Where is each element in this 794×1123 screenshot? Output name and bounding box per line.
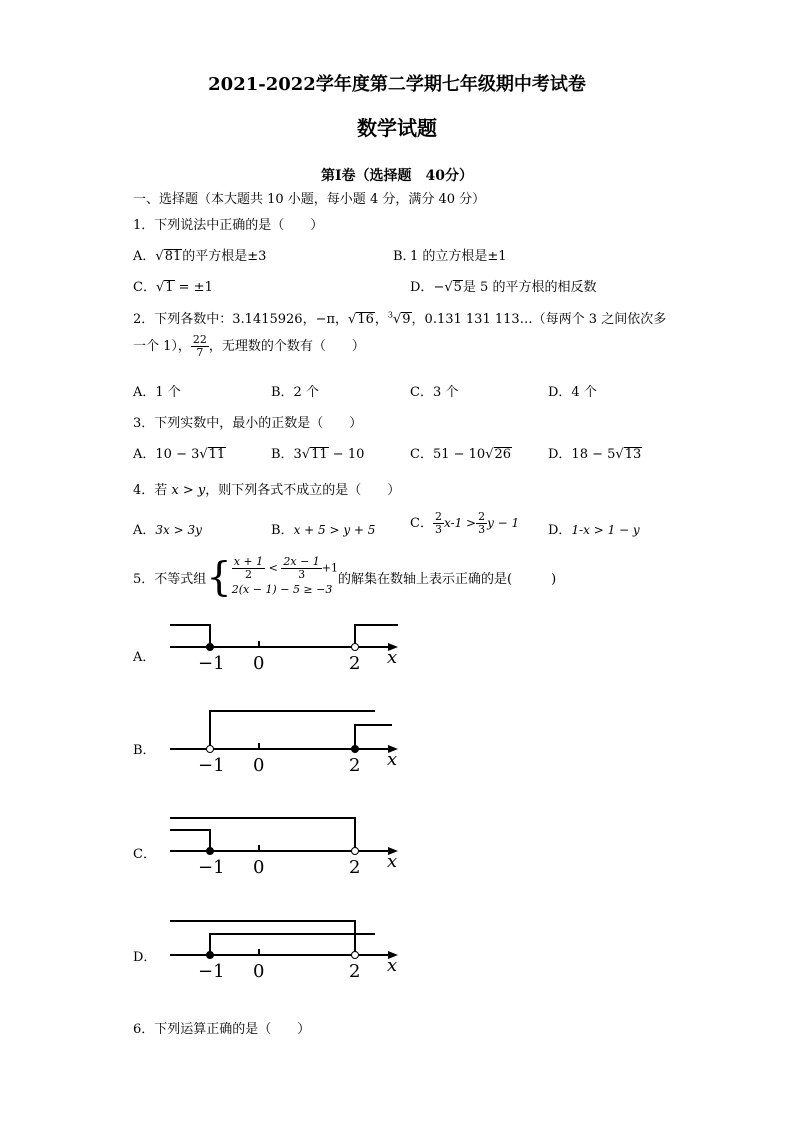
q1-option-a [133,245,266,264]
q5-option-c-label: C． [133,847,156,862]
q3-b-radicand: 11 [311,447,328,462]
q4-c-frac1-num: 2 [434,510,442,523]
q4-stem-pre: 4．若 [133,483,172,498]
q4-condition: x > y [171,483,206,498]
filled-dot [352,746,359,753]
ray-right-from-neg1 [210,711,375,749]
q1-d-label: D． [410,280,434,295]
q4-b-expr: x + 5 > y + 5 [293,523,376,537]
q4-option-d [548,519,640,538]
sqrt-sign: √ [485,447,494,462]
axis-variable: x [387,851,398,872]
ray-left-to-2 [170,818,355,851]
q5-system-line2: 2(x − 1) − 5 ≥ −3 [231,583,333,596]
q1-stem: 1．下列说法中正确的是（ ） [133,218,324,233]
tick-label-2: 2 [349,653,361,674]
q4-option-c [410,511,519,536]
q3-b-label: B．3 [271,447,302,462]
q5-frac2-num: 2x − 1 [283,555,320,568]
tick-label-0: 0 [253,961,265,982]
section-heading: 第Ⅰ卷（选择题 40分） [320,168,474,184]
brace-icon: { [206,554,232,601]
q4-b-label: B． [271,523,294,538]
sqrt-sign: √ [155,280,165,295]
ray-left-to-2 [170,921,355,955]
q4-option-b [271,519,375,538]
q5-frac2-den: 3 [298,568,306,581]
q5-stem-pre: 5．不等式组 [133,572,207,587]
q5-stem [133,556,556,599]
filled-dot [207,644,214,651]
q5-option-d-label: D． [133,950,157,965]
q2-option-d: D．4 个 [548,385,597,400]
q4-stem [133,479,400,498]
q3-stem: 3．下列实数中，最小的正数是（ ） [133,416,363,431]
sqrt-sign: √ [615,447,624,462]
q2-sep: ， [374,312,388,327]
q2-line1 [133,308,666,327]
q2-stem-pre: 2．下列各数中：3.1415926，−π， [133,312,349,327]
sqrt-sign: √ [348,312,357,327]
filled-dot [207,952,214,959]
q1-a-label: A． [133,249,156,264]
q2-cube-index: 3 [387,310,393,320]
tick-label-2: 2 [349,961,361,982]
q2-option-a: A．1 个 [133,385,181,400]
exam-title: 2021-2022学年度第二学期七年级期中考试卷 [208,74,586,95]
tick-label-0: 0 [253,755,265,776]
q1-b-label: B． [393,249,416,264]
q4-c-frac1 [433,511,444,536]
q3-option-b [271,443,364,462]
sqrt-sign: √ [301,447,311,462]
q4-stem-post: ，则下列各式不成立的是（ ） [205,483,401,498]
q4-c-post: y − 1 [487,516,520,530]
tick-label-2: 2 [349,755,361,776]
q3-option-d [548,443,642,462]
q3-b-post: − 10 [328,447,365,462]
q1-c-text: = ±1 [178,280,213,295]
q3-option-a [133,443,226,462]
tick-label-neg1: −1 [198,755,225,776]
open-dot [207,746,214,753]
q1-c-radicand: 1 [165,280,174,295]
q4-d-label: D． [548,523,572,538]
q1-option-c [133,276,213,295]
q4-c-label: C． [410,516,433,531]
q5-system [232,556,338,599]
q4-d-expr: 1-x > 1 − y [571,523,640,537]
tick-label-2: 2 [349,857,361,878]
q5-frac2 [281,556,321,581]
q5-option-c-numberline [160,812,410,882]
q4-a-expr: 3x > 3y [155,523,202,537]
q5-frac1-den: 2 [244,568,252,581]
q3-a-label: A．10 − 3 [133,447,200,462]
q4-c-frac2-num: 2 [478,510,486,523]
open-dot [352,644,359,651]
q5-option-a-label: A． [133,650,156,665]
ray-left [170,625,210,647]
q1-d-radicand: 5 [453,280,462,295]
q5-option-a-numberline [160,615,410,675]
instructions: 一、选择题（本大题共 10 小题，每小题 4 分，满分 40 分） [133,192,486,207]
q3-c-label: C．51 − 10 [410,447,486,462]
tick-label-0: 0 [253,857,265,878]
q5-plus-one: +1 [321,561,339,575]
q1-a-text: 的平方根是±3 [182,249,267,264]
ray-right-from-2 [355,725,392,749]
q6-stem: 6．下列运算正确的是（ ） [133,1022,311,1037]
q2-line2-pre: 一个 1）， [133,339,191,354]
q1-c-label: C． [133,280,156,295]
q2-line2 [133,334,365,359]
q2-frac-num: 22 [192,333,207,346]
open-dot [352,952,359,959]
q5-option-b-numberline [160,702,410,777]
q3-a-radicand: 11 [208,447,226,462]
ray-left-to-neg1 [170,830,210,851]
q4-c-frac2-den: 3 [478,523,486,536]
q2-rad9: 9 [402,312,411,327]
axis-variable: x [387,955,398,976]
q3-option-c [410,443,512,462]
q5-stem-post: 的解集在数轴上表示正确的是( ) [338,572,557,587]
ray-right-from-neg1 [210,934,375,955]
q1-d-pre: − [433,280,445,295]
tick-label-neg1: −1 [198,653,225,674]
q1-option-d [410,276,596,295]
tick-label-neg1: −1 [198,857,225,878]
sqrt-sign: √ [155,249,164,264]
q1-option-b: 1 的立方根是±1 [410,249,507,264]
q2-rad16: 16 [357,312,374,327]
sqrt-sign: √ [444,280,453,295]
q1-a-radicand: 81 [164,249,182,264]
tick-label-0: 0 [253,653,265,674]
q2-fraction [191,334,209,359]
q4-c-mid: x-1 > [443,516,477,530]
q3-c-radicand: 26 [494,447,512,462]
q2-option-b: B．2 个 [271,385,319,400]
q4-c-frac1-den: 3 [434,523,442,536]
q1-d-text: 是 5 的平方根的相反数 [462,280,597,295]
q2-series: ，0.131 131 113…（每两个 3 之间依次多 [411,312,667,327]
open-dot [352,848,359,855]
ray-right [355,625,398,647]
q4-c-frac2 [476,511,487,536]
sqrt-sign: √ [199,447,208,462]
axis-variable: x [387,749,398,770]
q5-lt: < [268,561,278,575]
exam-subtitle: 数学试题 [357,116,437,140]
q5-system-line1 [232,556,338,581]
q2-option-c: C．3 个 [410,385,459,400]
q3-d-radicand: 13 [624,447,642,462]
q4-option-a [133,519,202,538]
q3-d-label: D．18 − 5 [548,447,616,462]
q5-option-b-label: B． [133,743,156,758]
q5-frac1-num: x + 1 [233,555,264,568]
axis-variable: x [387,647,398,668]
sqrt-sign: √ [392,312,402,327]
q5-frac1 [232,556,265,581]
q4-a-label: A． [133,523,156,538]
q2-line2-post: ，无理数的个数有（ ） [208,339,365,354]
q2-frac-den: 7 [196,346,204,359]
q5-option-d-numberline [160,914,410,984]
filled-dot [207,848,214,855]
tick-label-neg1: −1 [198,961,225,982]
